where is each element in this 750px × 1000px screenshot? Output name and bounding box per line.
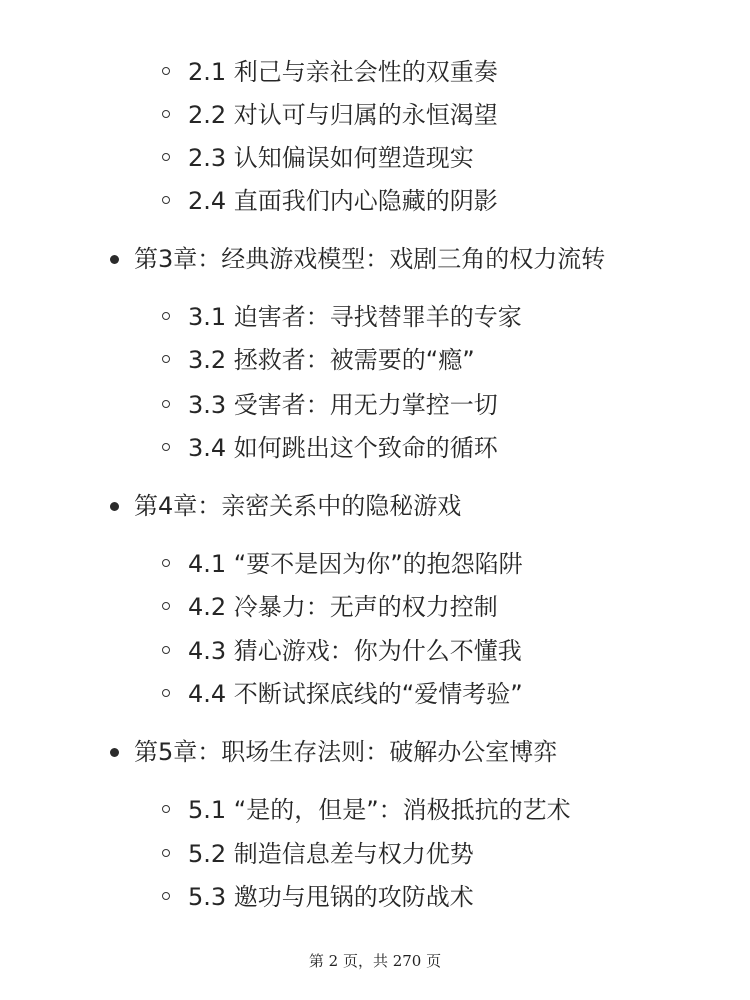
toc-section-label: 3.4 如何跳出这个致命的循环 [188,434,498,462]
toc-section-label: 2.2 对认可与归属的永恒渴望 [188,101,498,129]
toc-chapter-title: 第5章：职场生存法则：破解办公室博弈 [134,738,558,766]
page-number: 第 2 页，共 270 页 [308,952,442,970]
toc-section-label: 3.2 拯救者：被需要的“瘾” [188,346,475,374]
hollow-bullet-icon [162,849,170,857]
hollow-bullet-icon [162,400,170,408]
toc-section-label: 5.1 “是的，但是”：消极抵抗的艺术 [188,796,571,824]
hollow-bullet-icon [162,646,170,654]
hollow-bullet-icon [162,196,170,204]
toc-section-label: 2.4 直面我们内心隐藏的阴影 [188,187,498,215]
hollow-bullet-icon [162,153,170,161]
bullet-icon [110,748,119,757]
hollow-bullet-icon [162,355,170,363]
toc-section-label: 3.1 迫害者：寻找替罪羊的专家 [188,303,522,331]
hollow-bullet-icon [162,67,170,75]
toc-chapter-title: 第3章：经典游戏模型：戏剧三角的权力流转 [134,245,606,273]
hollow-bullet-icon [162,689,170,697]
toc-section-label: 3.3 受害者：用无力掌控一切 [188,391,498,419]
toc-section-label: 5.3 邀功与甩锅的攻防战术 [188,883,474,911]
toc-section-label: 4.4 不断试探底线的“爱情考验” [188,680,523,708]
toc-chapter-title: 第4章：亲密关系中的隐秘游戏 [134,492,462,520]
hollow-bullet-icon [162,602,170,610]
toc-section-label: 2.3 认知偏误如何塑造现实 [188,144,474,172]
toc-section-label: 4.1 “要不是因为你”的抱怨陷阱 [188,550,523,578]
hollow-bullet-icon [162,805,170,813]
bullet-icon [110,502,119,511]
toc-section-label: 5.2 制造信息差与权力优势 [188,840,474,868]
hollow-bullet-icon [162,110,170,118]
hollow-bullet-icon [162,559,170,567]
hollow-bullet-icon [162,892,170,900]
hollow-bullet-icon [162,443,170,451]
hollow-bullet-icon [162,312,170,320]
toc-section-label: 4.2 冷暴力：无声的权力控制 [188,593,498,621]
toc-section-label: 4.3 猜心游戏：你为什么不懂我 [188,637,522,665]
bullet-icon [110,255,119,264]
toc-section-label: 2.1 利己与亲社会性的双重奏 [188,58,498,86]
